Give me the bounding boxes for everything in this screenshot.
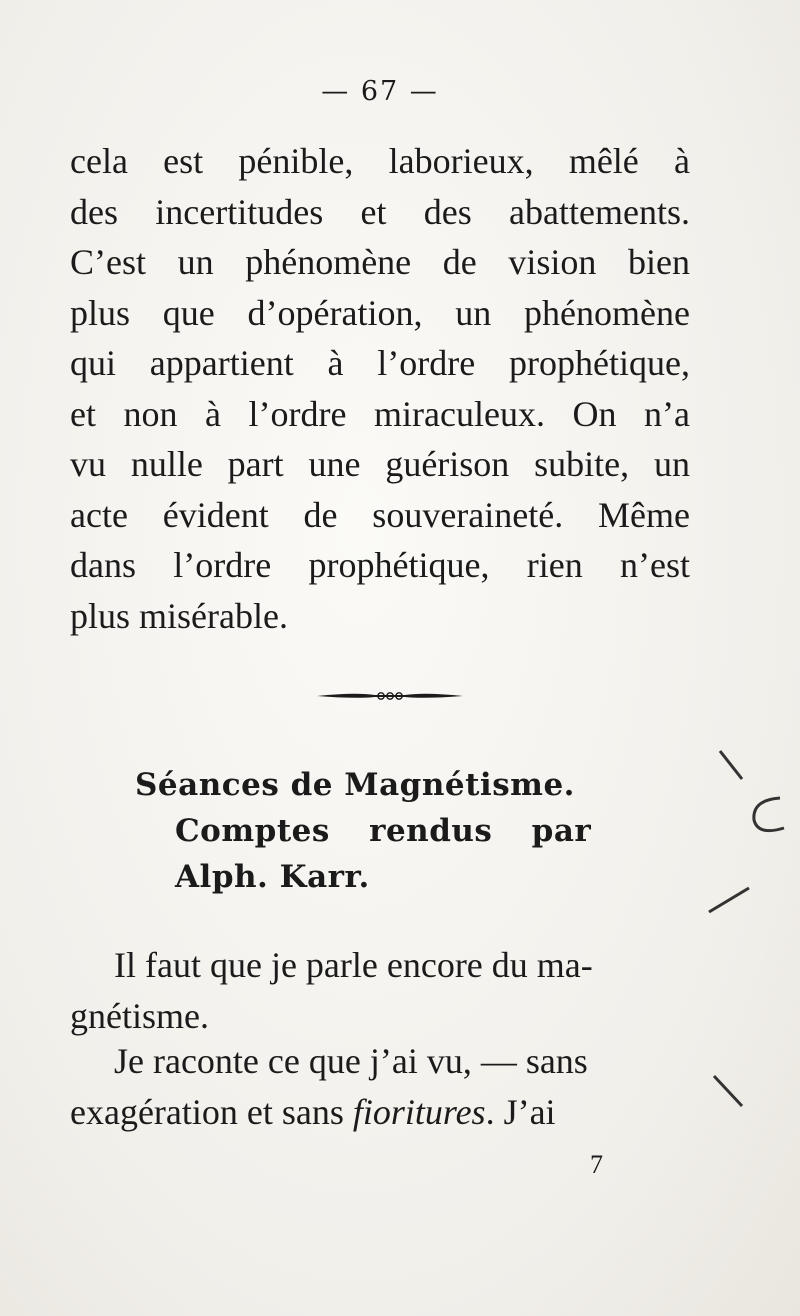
page-number: — 67 — bbox=[321, 76, 439, 107]
text-line: Il faut que je parle encore du ma- bbox=[114, 945, 593, 985]
margin-stroke bbox=[705, 880, 755, 920]
paragraph-3 bbox=[70, 1036, 690, 1137]
text-line: vu nulle part une guérison subite, un bbox=[70, 444, 690, 484]
text-line: Je raconte ce que j’ai vu, — sans bbox=[114, 1041, 588, 1081]
text-line: plus misérable. bbox=[70, 595, 288, 636]
section-heading bbox=[135, 762, 655, 900]
text-line: qui appartient à l’ordre prophétique, bbox=[70, 343, 690, 383]
text-line: plus que d’opération, un phénomène bbox=[70, 292, 690, 333]
italic-word: fioritures bbox=[352, 1091, 486, 1132]
signature-mark: 7 bbox=[590, 1150, 603, 1179]
text-line: des incertitudes et des abattements. bbox=[70, 191, 690, 232]
heading-line-3: Alph. Karr. bbox=[175, 859, 370, 895]
text-line: gnétisme. bbox=[70, 995, 209, 1036]
margin-stroke bbox=[708, 1072, 748, 1112]
section-divider-ornament bbox=[315, 686, 465, 706]
text-line: acte évident de souveraineté. Même bbox=[70, 494, 690, 535]
text-line: et non à l’ordre miraculeux. On n’a bbox=[70, 393, 690, 434]
paragraph-1 bbox=[70, 136, 690, 641]
text-line: cela est pénible, laborieux, mêlé à bbox=[70, 141, 690, 181]
text-line: dans l’ordre prophétique, rien n’est bbox=[70, 545, 690, 585]
heading-line-1: Séances de Magnétisme. bbox=[135, 767, 575, 803]
text-segment: exagération et sans bbox=[70, 1091, 353, 1132]
text-line bbox=[70, 1087, 690, 1138]
text-segment: . J’ai bbox=[485, 1091, 556, 1132]
text-line: C’est un phénomène de vision bien bbox=[70, 242, 690, 282]
heading-line-2: Comptes rendus par bbox=[175, 813, 592, 849]
margin-stroke bbox=[712, 745, 752, 785]
paragraph-2 bbox=[70, 940, 690, 1041]
margin-curve bbox=[742, 792, 792, 842]
